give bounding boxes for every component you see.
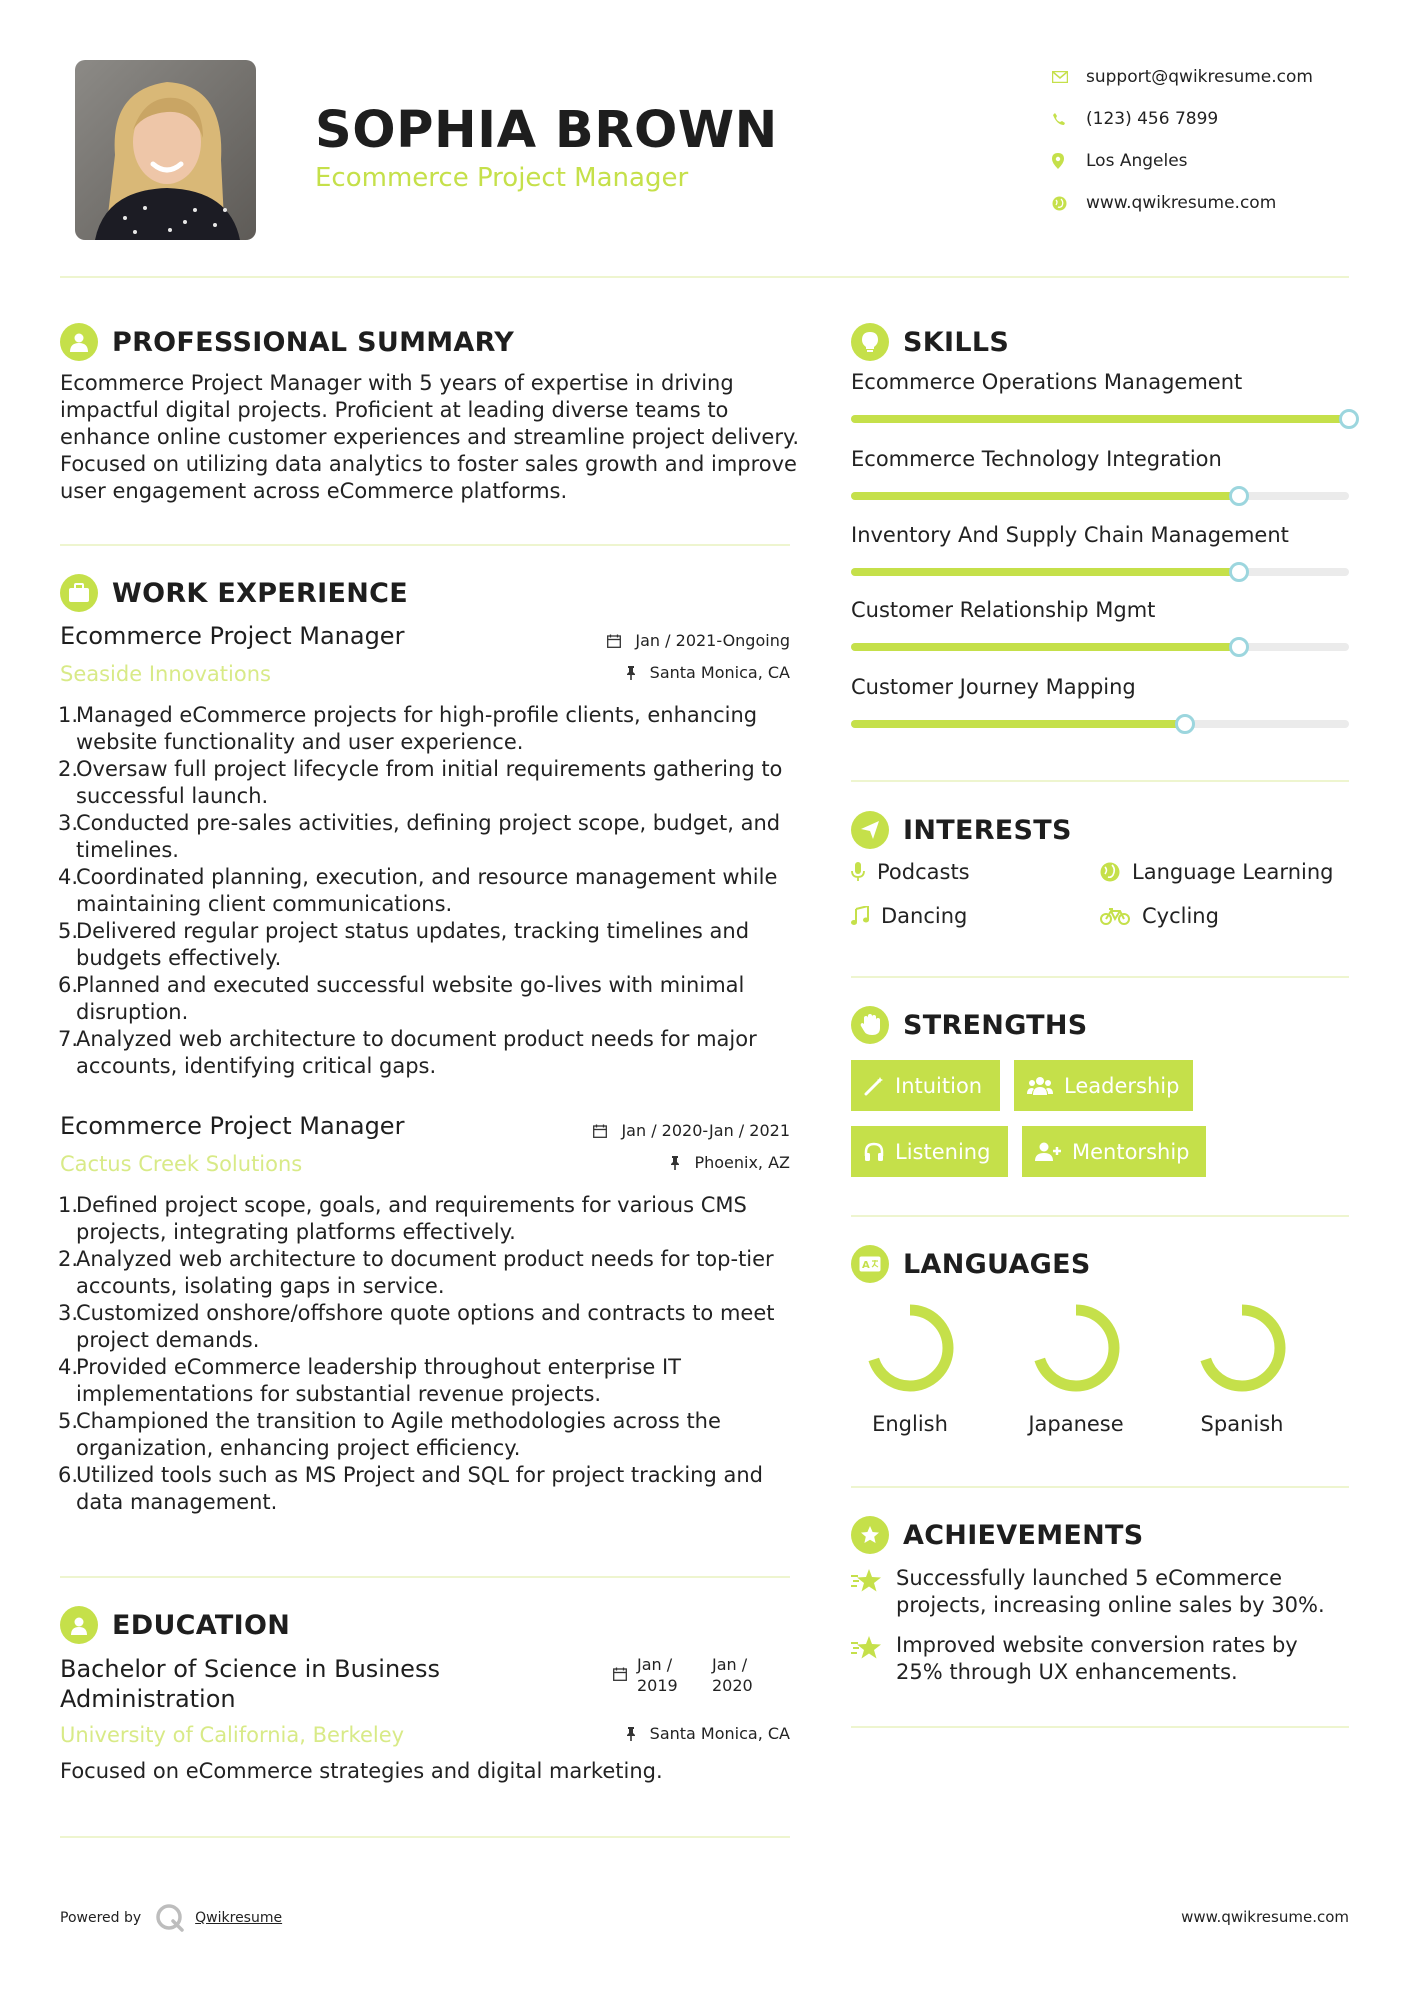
skill-name: Customer Journey Mapping xyxy=(851,675,1136,699)
skill-item xyxy=(851,675,1349,699)
list-item: 3. Customized onshore/offshore quote options and contracts to meet project demands. xyxy=(58,1301,775,1352)
education-note: Focused on eCommerce strategies and digital marketing. xyxy=(60,1759,663,1783)
achievements-heading: ACHIEVEMENTS xyxy=(851,1516,1144,1554)
skill-item xyxy=(851,447,1349,471)
profile-photo xyxy=(75,60,256,240)
language-item xyxy=(1187,1302,1297,1436)
pushpin-icon xyxy=(670,1156,687,1170)
lightbulb-icon xyxy=(851,323,889,361)
globe-icon xyxy=(1100,862,1120,882)
interest-language-learning: Language Learning xyxy=(1100,860,1333,884)
contact-website-text: www.qwikresume.com xyxy=(1086,193,1277,213)
calendar-icon xyxy=(613,1666,627,1685)
candidate-title: Ecommerce Project Manager xyxy=(315,163,689,193)
language-level-ring xyxy=(1030,1302,1122,1394)
list-item: 6. Planned and executed successful website go-lives with minimal disruption. xyxy=(58,973,745,1024)
skill-level-fill xyxy=(851,415,1349,423)
list-item: 1. Managed eCommerce projects for high-profile clients, enhancing website functionality and user experience. xyxy=(58,703,758,754)
footer-url[interactable]: www.qwikresume.com xyxy=(1181,1908,1349,1926)
globe-icon xyxy=(1052,196,1086,211)
translate-icon xyxy=(851,1245,889,1283)
interests-divider xyxy=(851,976,1349,978)
strength-listening: Listening xyxy=(851,1126,1008,1177)
skill-level-knob xyxy=(1339,409,1359,429)
achievements-divider xyxy=(851,1726,1349,1728)
microphone-icon xyxy=(851,862,865,882)
magic-wand-icon xyxy=(864,1076,884,1096)
list-item: 5. Championed the transition to Agile methodologies across the organization, enhancing project efficiency. xyxy=(58,1409,721,1460)
language-item xyxy=(1021,1302,1131,1436)
list-item: 5. Delivered regular project status updates, tracking timelines and budgets effectively. xyxy=(58,919,750,970)
qwikresume-logo-icon xyxy=(155,1903,185,1933)
job-2-title: Ecommerce Project Manager xyxy=(60,1112,405,1140)
strengths-heading: STRENGTHS xyxy=(851,1006,1088,1044)
graduate-icon xyxy=(60,1606,98,1644)
contact-phone-text: (123) 456 7899 xyxy=(1086,109,1219,129)
phone-icon xyxy=(1052,112,1086,126)
skill-level-knob xyxy=(1175,714,1195,734)
strength-leadership: Leadership xyxy=(1014,1060,1193,1111)
briefcase-icon xyxy=(60,574,98,612)
achievement-item: Successfully launched 5 eCommerce projects, increasing online sales by 30%. xyxy=(851,1565,1346,1619)
experience-heading: WORK EXPERIENCE xyxy=(60,574,408,612)
job-2-location: Phoenix, AZ xyxy=(670,1153,790,1172)
summary-divider xyxy=(60,544,790,546)
interests-heading: INTERESTS xyxy=(851,811,1072,849)
job-1-company: Seaside Innovations xyxy=(60,662,271,686)
calendar-icon xyxy=(607,634,628,648)
language-item xyxy=(855,1302,965,1436)
location-pin-icon xyxy=(1052,153,1086,169)
skill-name: Customer Relationship Mgmt xyxy=(851,598,1156,622)
skill-name: Inventory And Supply Chain Management xyxy=(851,523,1289,547)
star-icon xyxy=(851,1565,896,1619)
contact-email[interactable] xyxy=(1052,56,1313,98)
skill-name: Ecommerce Operations Management xyxy=(851,370,1243,394)
job-2-dates: Jan / 2020-Jan / 2021 xyxy=(593,1121,790,1140)
education-divider xyxy=(60,1836,790,1838)
interest-podcasts: Podcasts xyxy=(851,860,970,884)
language-level-arc xyxy=(872,1310,948,1386)
contact-list xyxy=(1052,56,1313,224)
education-heading: EDUCATION xyxy=(60,1606,290,1644)
skill-level-knob xyxy=(1229,637,1249,657)
language-level-ring xyxy=(1196,1302,1288,1394)
paper-plane-icon xyxy=(851,811,889,849)
list-item: 4. Coordinated planning, execution, and resource management while maintaining client communications. xyxy=(58,865,778,916)
user-plus-icon xyxy=(1035,1142,1061,1162)
list-item: 2. Analyzed web architecture to document product needs for top-tier accounts, isolating gaps in service. xyxy=(58,1247,774,1298)
summary-text: Ecommerce Project Manager with 5 years of expertise in driving impactful digital projects. Proficient at leading diverse teams to enhance online customer experiences and streamline project delivery. Focused on utilizing data analytics to foster sales growth and improve user engagement across eCommerce platforms. xyxy=(60,371,800,503)
job-2-company: Cactus Creek Solutions xyxy=(60,1152,303,1176)
achievement-item: Improved website conversion rates by 25% through UX enhancements. xyxy=(851,1632,1346,1686)
skill-item xyxy=(851,523,1349,547)
star-badge-icon xyxy=(851,1516,889,1554)
language-name: Spanish xyxy=(1200,1412,1284,1436)
skill-level-bar xyxy=(851,492,1349,500)
strength-mentorship: Mentorship xyxy=(1022,1126,1206,1177)
skill-level-bar xyxy=(851,568,1349,576)
contact-website[interactable] xyxy=(1052,182,1313,224)
contact-location-text: Los Angeles xyxy=(1086,151,1188,171)
job-2-responsibilities xyxy=(58,1192,798,1516)
skill-level-fill xyxy=(851,643,1239,651)
footer-powered-by: Powered by Qwikresume xyxy=(60,1903,282,1933)
language-name: Japanese xyxy=(1028,1412,1124,1436)
interest-dancing: Dancing xyxy=(851,904,967,928)
header-divider xyxy=(60,276,1349,278)
skill-level-bar xyxy=(851,415,1349,423)
summary-heading: PROFESSIONAL SUMMARY xyxy=(60,323,514,361)
education-school: University of California, Berkeley xyxy=(60,1723,405,1747)
pushpin-icon xyxy=(626,666,643,680)
svg-text:A: A xyxy=(862,1260,870,1271)
calendar-icon xyxy=(593,1124,614,1138)
skill-item xyxy=(851,598,1349,622)
education-location: Santa Monica, CA xyxy=(626,1724,790,1743)
language-level-ring xyxy=(864,1302,956,1394)
pushpin-icon xyxy=(626,1727,643,1741)
education-start: Jan / 2019 xyxy=(637,1655,678,1695)
hand-icon xyxy=(851,1006,889,1044)
list-item: 1. Defined project scope, goals, and requirements for various CMS projects, integrating platforms effectively. xyxy=(58,1193,747,1244)
list-item: 6. Utilized tools such as MS Project and SQL for project tracking and data management. xyxy=(58,1463,763,1514)
candidate-name: SOPHIA BROWN xyxy=(315,101,778,160)
list-item: 3. Conducted pre-sales activities, defining project scope, budget, and timelines. xyxy=(58,811,781,862)
job-1-location: Santa Monica, CA xyxy=(626,663,790,682)
language-level-arc xyxy=(1204,1310,1280,1386)
skills-divider xyxy=(851,780,1349,782)
skill-level-knob xyxy=(1229,486,1249,506)
language-name: English xyxy=(872,1412,948,1436)
contact-email-text: support@qwikresume.com xyxy=(1086,67,1313,87)
education-degree: Bachelor of Science in Business Administration xyxy=(60,1655,440,1713)
job-1-dates: Jan / 2021-Ongoing xyxy=(607,631,790,650)
users-icon xyxy=(1027,1076,1053,1096)
contact-location xyxy=(1052,140,1313,182)
experience-divider xyxy=(60,1576,790,1578)
headphones-icon xyxy=(864,1142,884,1162)
contact-phone[interactable] xyxy=(1052,98,1313,140)
job-1-title: Ecommerce Project Manager xyxy=(60,622,405,650)
user-icon xyxy=(60,323,98,361)
list-item: 4. Provided eCommerce leadership throughout enterprise IT implementations for substantial revenue projects. xyxy=(58,1355,681,1406)
skill-level-fill xyxy=(851,492,1239,500)
skill-level-fill xyxy=(851,720,1185,728)
languages-divider xyxy=(851,1486,1349,1488)
music-note-icon xyxy=(851,906,869,926)
list-item: 7. Analyzed web architecture to document product needs for major accounts, identifying critical gaps. xyxy=(58,1027,757,1078)
list-item: 2. Oversaw full project lifecycle from initial requirements gathering to successful launch. xyxy=(58,757,783,808)
job-1-responsibilities xyxy=(58,702,798,1080)
skill-level-bar xyxy=(851,720,1349,728)
skill-level-bar xyxy=(851,643,1349,651)
footer-brand-link[interactable]: Qwikresume xyxy=(195,1910,283,1926)
interest-cycling: Cycling xyxy=(1100,904,1219,928)
strength-intuition: Intuition xyxy=(851,1060,1000,1111)
language-level-arc xyxy=(1038,1310,1114,1386)
skill-level-knob xyxy=(1229,562,1249,582)
strengths-divider xyxy=(851,1215,1349,1217)
education-end: Jan / 2020 xyxy=(712,1655,753,1695)
skill-name: Ecommerce Technology Integration xyxy=(851,447,1222,471)
skill-item xyxy=(851,370,1349,394)
email-icon xyxy=(1052,71,1086,83)
skill-level-fill xyxy=(851,568,1239,576)
bicycle-icon xyxy=(1100,907,1130,925)
skills-heading: SKILLS xyxy=(851,323,1009,361)
star-icon xyxy=(851,1632,896,1686)
languages-heading: A LANGUAGES xyxy=(851,1245,1091,1283)
